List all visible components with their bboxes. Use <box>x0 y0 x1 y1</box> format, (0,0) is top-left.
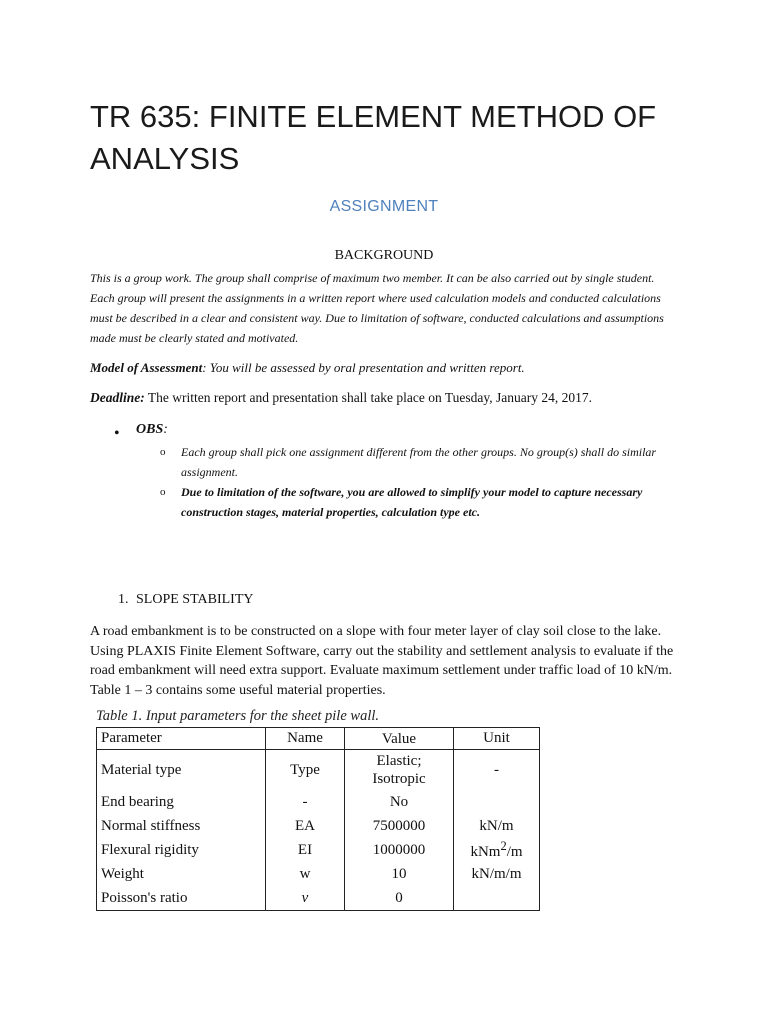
table-row <box>97 790 540 814</box>
model-text: : You will be assessed by oral presentation and written report. <box>202 360 525 375</box>
header-value: Value <box>345 728 454 750</box>
obs-item: Due to limitation of the software, you are allowed to simplify your model to capture necessary construction stages, material properties, calculation type etc. <box>181 485 643 519</box>
header-name: Name <box>266 728 345 750</box>
cell-value: No <box>345 790 454 814</box>
cell-name: w <box>266 862 345 886</box>
section-number: 1. <box>118 592 129 607</box>
table-row <box>97 838 540 862</box>
cell-parameter: Poisson's ratio <box>97 886 266 911</box>
unit-base: kNm <box>470 844 501 860</box>
cell-value-line: Isotropic <box>372 771 426 787</box>
cell-unit: kN/m <box>454 814 540 838</box>
background-heading: BACKGROUND <box>334 248 434 263</box>
parameter-table <box>96 727 540 911</box>
cell-name: ν <box>266 886 345 911</box>
header-unit: Unit <box>454 728 540 750</box>
cell-unit <box>454 790 540 814</box>
unit-superscript: 2 <box>500 839 507 853</box>
cell-value: 0 <box>345 886 454 911</box>
cell-name: EI <box>266 838 345 862</box>
intro-paragraph: This is a group work. The group shall comprise of maximum two member. It can be also carried out by single student. Each group will present the assignments in a written report where used calculation models and conducted calculations must be described in a clear and consistent way. Due to limitation of software, conducted calculations and assumptions made must be clearly stated and motivated. <box>90 271 664 345</box>
obs-label <box>136 422 168 438</box>
header-parameter: Parameter <box>97 728 266 750</box>
table-row <box>97 862 540 886</box>
obs-bullet-icon: • <box>114 425 120 442</box>
section-paragraph: A road embankment is to be constructed on a slope with four meter layer of clay soil close to the lake. Using PLAXIS Finite Element Software, carry out the stability and settlement analysis to evaluate if the road embankment will need extra support. Evaluate maximum settlement under traffic load of 10 kN/m. Table 1 – 3 contains some useful material properties. <box>90 624 674 698</box>
model-of-assessment <box>90 360 690 376</box>
obs-item: Each group shall pick one assignment different from the other groups. No group(s) shall do similar assignment. <box>181 445 657 479</box>
table-row <box>97 750 540 791</box>
model-label: Model of Assessment <box>90 360 203 375</box>
table-row <box>97 886 540 911</box>
document-title: TR 635: FINITE ELEMENT METHOD OF ANALYSIS <box>90 99 657 176</box>
cell-parameter: Material type <box>97 750 266 791</box>
deadline <box>90 390 690 406</box>
cell-name: Type <box>266 750 345 791</box>
cell-unit <box>454 838 540 862</box>
deadline-text: The written report and presentation shall take place on Tuesday, January 24, 2017. <box>144 390 593 405</box>
table-caption: Table 1. Input parameters for the sheet pile wall. <box>96 708 380 724</box>
cell-value <box>345 750 454 791</box>
cell-unit: - <box>454 750 540 791</box>
section-title: SLOPE STABILITY <box>136 592 254 607</box>
cell-value: 1000000 <box>345 838 454 862</box>
table-header-row <box>97 728 540 750</box>
obs-label-text: OBS <box>136 422 164 437</box>
table-row <box>97 814 540 838</box>
cell-value: 7500000 <box>345 814 454 838</box>
cell-name: EA <box>266 814 345 838</box>
unit-tail: /m <box>506 844 523 860</box>
sub-bullet-icon: o <box>160 446 166 458</box>
cell-parameter: End bearing <box>97 790 266 814</box>
cell-value: 10 <box>345 862 454 886</box>
cell-parameter: Flexural rigidity <box>97 838 266 862</box>
cell-value-line: Elastic; <box>376 753 422 769</box>
cell-parameter: Weight <box>97 862 266 886</box>
cell-unit <box>454 886 540 911</box>
cell-name: - <box>266 790 345 814</box>
cell-unit: kN/m/m <box>454 862 540 886</box>
cell-parameter: Normal stiffness <box>97 814 266 838</box>
sub-bullet-icon: o <box>160 486 166 498</box>
obs-colon: : <box>163 422 168 437</box>
assignment-subtitle: ASSIGNMENT <box>329 198 439 215</box>
deadline-label: Deadline: <box>90 390 145 405</box>
